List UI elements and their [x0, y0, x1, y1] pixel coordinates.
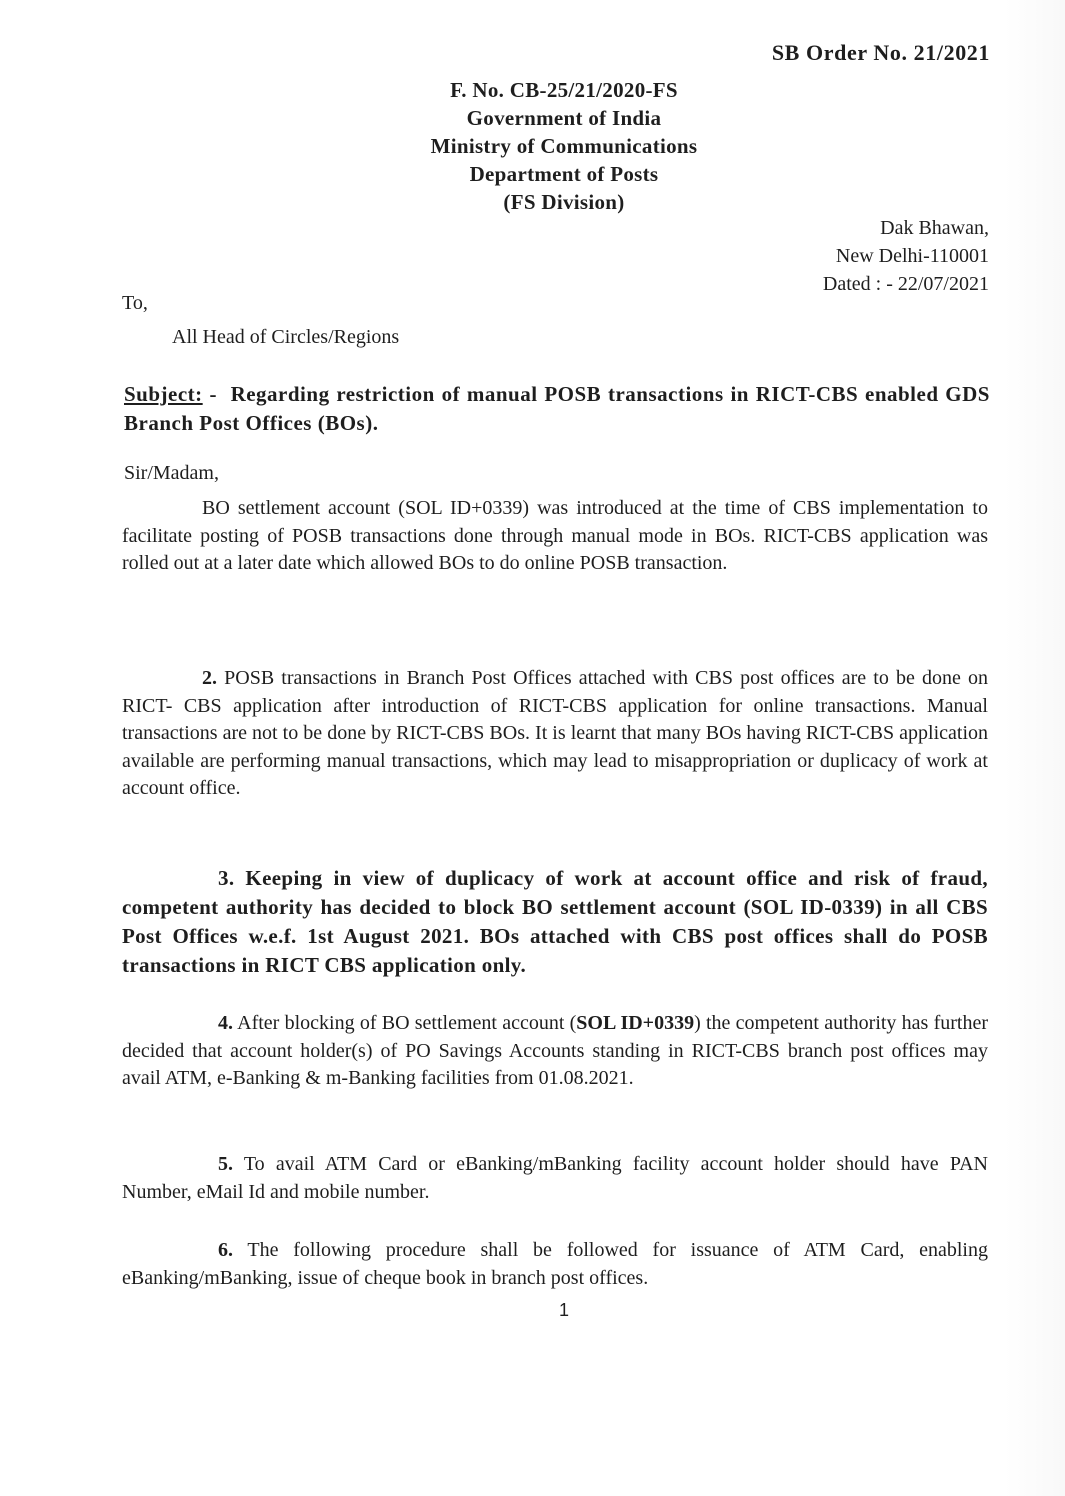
subject-label: Subject: [124, 382, 203, 406]
paragraph-1 [122, 495, 988, 578]
paragraph-2-number: 2. [202, 667, 217, 689]
header-ministry: Ministry of Communications [430, 134, 698, 158]
address-line1: Dak Bhawan, [880, 217, 989, 239]
paragraph-3 [122, 864, 988, 980]
paragraph-3-number: 3. [218, 866, 235, 890]
salutation: Sir/Madam, [124, 462, 219, 484]
paragraph-5-number: 5. [218, 1153, 233, 1175]
subject-text: Regarding restriction of manual POSB transactions in RICT-CBS enabled GDS Branch Post Offices (BOs). [124, 382, 990, 435]
paragraph-6 [122, 1237, 988, 1292]
subject [124, 380, 990, 438]
paragraph-4-number: 4. [218, 1012, 233, 1034]
order-number: SB Order No. 21/2021 [771, 40, 990, 65]
paragraph-4-text-a: After blocking of BO settlement account ( [233, 1012, 577, 1034]
paragraph-5-text: To avail ATM Card or eBanking/mBanking facility account holder should have PAN Number, eMail Id and mobile number. [122, 1153, 988, 1203]
paragraph-4 [122, 1010, 988, 1093]
paragraph-2-text: POSB transactions in Branch Post Offices attached with CBS post offices are to be done on RICT- CBS application after introduction of RICT-CBS application for online transactions. Manual transactions are not to be done by RICT-CBS BOs. It is learnt that many BOs having RICT-CBS application available are performing manual transactions, which may lead to misappropriation or duplicacy of work at account office. [122, 667, 988, 799]
paragraph-6-number: 6. [218, 1239, 233, 1261]
paragraph-4-sol-id: SOL ID+0339 [576, 1012, 695, 1034]
scan-shadow [1005, 0, 1065, 1496]
header-department: Department of Posts [469, 162, 659, 186]
paragraph-5 [122, 1151, 988, 1206]
file-number: F. No. CB-25/21/2020-FS [450, 78, 678, 102]
address-line2: New Delhi-110001 [835, 245, 989, 267]
paragraph-1-text: BO settlement account (SOL ID+0339) was introduced at the time of CBS implementation to facilitate posting of POSB transactions done through manual mode in BOs. RICT-CBS application was rolled out at a later date which allowed BOs to do online POSB transaction. [122, 497, 988, 574]
paragraph-6-text: The following procedure shall be followed for issuance of ATM Card, enabling eBanking/mBanking, issue of cheque book in branch post offices. [122, 1239, 988, 1289]
to-label: To, [122, 292, 148, 314]
page-number: 1 [558, 1300, 569, 1320]
addressee: All Head of Circles/Regions [172, 326, 400, 348]
header-division: (FS Division) [503, 190, 625, 214]
date-line: Dated : - 22/07/2021 [822, 273, 989, 295]
header-govt: Government of India [466, 106, 662, 130]
paragraph-2 [122, 665, 988, 803]
paragraph-4-text-b: ) the competent authority has further decided that account holder(s) of PO Savings Accounts standing in RICT-CBS branch post offices may avail ATM, e-Banking & m-Banking facilities from 01.08.2021. [122, 1012, 988, 1089]
paragraph-3-text: Keeping in view of duplicacy of work at account office and risk of fraud, competent authority has decided to block BO settlement account (SOL ID-0339) in all CBS Post Offices w.e.f. 1st August 2021. BOs attached with CBS post offices shall do POSB transactions in RICT CBS application only. [122, 866, 988, 977]
subject-dash: - [202, 382, 231, 406]
